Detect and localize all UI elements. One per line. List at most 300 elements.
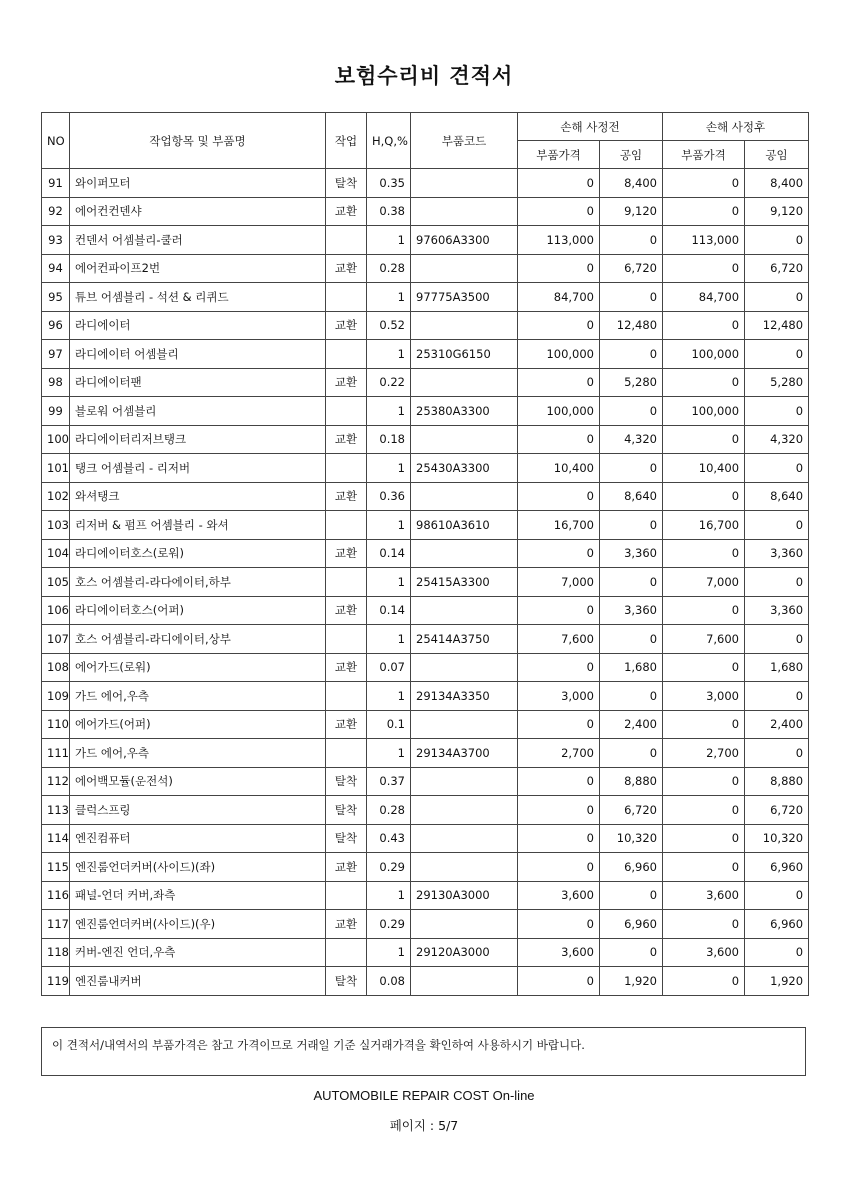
row-after-part-price: 10,400	[663, 454, 745, 483]
row-work-type	[326, 625, 367, 654]
row-part-code: 29134A3700	[411, 739, 518, 768]
table-row	[42, 596, 809, 625]
table-body	[42, 169, 809, 996]
row-part-code	[411, 197, 518, 226]
row-work-type: 교환	[326, 910, 367, 939]
table-row	[42, 739, 809, 768]
row-before-labor: 6,960	[600, 853, 663, 882]
row-no: 112	[42, 767, 70, 796]
row-work-type: 교환	[326, 425, 367, 454]
row-item-name: 탱크 어셈블리 - 리저버	[70, 454, 326, 483]
row-before-labor: 6,720	[600, 254, 663, 283]
row-item-name: 와셔탱크	[70, 482, 326, 511]
row-item-name: 엔진룸언더커버(사이드)(좌)	[70, 853, 326, 882]
row-before-labor: 1,680	[600, 653, 663, 682]
row-hq: 0.28	[367, 254, 411, 283]
row-before-labor: 0	[600, 340, 663, 369]
header-hq: H,Q,%	[367, 113, 411, 169]
row-no: 117	[42, 910, 70, 939]
row-before-labor: 0	[600, 625, 663, 654]
row-no: 102	[42, 482, 70, 511]
row-after-part-price: 0	[663, 596, 745, 625]
row-work-type	[326, 397, 367, 426]
table-row	[42, 197, 809, 226]
row-item-name: 라디에이터 어셈블리	[70, 340, 326, 369]
row-after-part-price: 0	[663, 368, 745, 397]
row-work-type	[326, 938, 367, 967]
row-before-labor: 2,400	[600, 710, 663, 739]
row-after-labor: 8,880	[745, 767, 809, 796]
row-before-part-price: 10,400	[518, 454, 600, 483]
row-after-part-price: 84,700	[663, 283, 745, 312]
row-hq: 0.08	[367, 967, 411, 996]
row-hq: 1	[367, 938, 411, 967]
row-item-name: 라디에이터호스(로워)	[70, 539, 326, 568]
table-row	[42, 482, 809, 511]
row-item-name: 에어컨파이프2번	[70, 254, 326, 283]
row-before-part-price: 3,600	[518, 881, 600, 910]
row-work-type: 탈착	[326, 767, 367, 796]
row-part-code	[411, 311, 518, 340]
row-before-part-price: 84,700	[518, 283, 600, 312]
row-hq: 1	[367, 625, 411, 654]
row-before-labor: 0	[600, 511, 663, 540]
table-row	[42, 539, 809, 568]
header-code: 부품코드	[411, 113, 518, 169]
row-hq: 0.1	[367, 710, 411, 739]
row-before-part-price: 100,000	[518, 397, 600, 426]
row-before-part-price: 0	[518, 197, 600, 226]
row-hq: 0.28	[367, 796, 411, 825]
row-no: 101	[42, 454, 70, 483]
row-before-part-price: 7,000	[518, 568, 600, 597]
row-hq: 0.36	[367, 482, 411, 511]
row-part-code: 29130A3000	[411, 881, 518, 910]
row-after-part-price: 3,600	[663, 938, 745, 967]
row-hq: 0.37	[367, 767, 411, 796]
row-item-name: 호스 어셈블리-라다에이터,하부	[70, 568, 326, 597]
table-row	[42, 853, 809, 882]
row-before-labor: 0	[600, 938, 663, 967]
header-after-part-price: 부품가격	[663, 141, 745, 169]
table-row	[42, 710, 809, 739]
row-before-labor: 3,360	[600, 539, 663, 568]
row-part-code	[411, 539, 518, 568]
row-before-labor: 6,960	[600, 910, 663, 939]
row-hq: 0.14	[367, 539, 411, 568]
row-work-type: 교환	[326, 853, 367, 882]
row-no: 99	[42, 397, 70, 426]
row-before-labor: 0	[600, 739, 663, 768]
row-no: 91	[42, 169, 70, 198]
row-after-labor: 0	[745, 739, 809, 768]
row-after-part-price: 0	[663, 853, 745, 882]
row-after-labor: 1,680	[745, 653, 809, 682]
row-before-labor: 12,480	[600, 311, 663, 340]
table-row	[42, 653, 809, 682]
row-part-code: 97606A3300	[411, 226, 518, 255]
row-before-part-price: 0	[518, 824, 600, 853]
row-no: 115	[42, 853, 70, 882]
row-item-name: 에어백모듈(운전석)	[70, 767, 326, 796]
table-row	[42, 397, 809, 426]
row-no: 94	[42, 254, 70, 283]
row-after-part-price: 0	[663, 254, 745, 283]
row-part-code: 98610A3610	[411, 511, 518, 540]
row-after-part-price: 100,000	[663, 397, 745, 426]
row-after-labor: 0	[745, 454, 809, 483]
row-no: 103	[42, 511, 70, 540]
row-hq: 1	[367, 226, 411, 255]
row-before-part-price: 0	[518, 710, 600, 739]
row-after-labor: 6,720	[745, 796, 809, 825]
row-before-labor: 5,280	[600, 368, 663, 397]
row-after-labor: 9,120	[745, 197, 809, 226]
row-after-part-price: 0	[663, 710, 745, 739]
row-hq: 1	[367, 397, 411, 426]
header-work: 작업	[326, 113, 367, 169]
row-part-code: 25415A3300	[411, 568, 518, 597]
table-row	[42, 910, 809, 939]
row-item-name: 가드 에어,우측	[70, 682, 326, 711]
row-work-type: 교환	[326, 311, 367, 340]
row-part-code	[411, 853, 518, 882]
row-hq: 0.14	[367, 596, 411, 625]
row-work-type: 교환	[326, 653, 367, 682]
row-item-name: 에어가드(로워)	[70, 653, 326, 682]
row-item-name: 에어가드(어퍼)	[70, 710, 326, 739]
row-before-part-price: 0	[518, 169, 600, 198]
row-before-labor: 0	[600, 454, 663, 483]
row-part-code: 25380A3300	[411, 397, 518, 426]
row-before-labor: 0	[600, 397, 663, 426]
table-row	[42, 169, 809, 198]
row-no: 110	[42, 710, 70, 739]
row-item-name: 와이퍼모터	[70, 169, 326, 198]
header-item: 작업항목 및 부품명	[70, 113, 326, 169]
row-item-name: 라디에이터	[70, 311, 326, 340]
header-before-labor: 공임	[600, 141, 663, 169]
row-after-part-price: 100,000	[663, 340, 745, 369]
table-row	[42, 254, 809, 283]
row-hq: 1	[367, 568, 411, 597]
row-no: 98	[42, 368, 70, 397]
row-before-part-price: 113,000	[518, 226, 600, 255]
row-after-labor: 0	[745, 625, 809, 654]
row-before-labor: 1,920	[600, 967, 663, 996]
row-work-type: 교환	[326, 368, 367, 397]
estimate-table	[41, 112, 809, 996]
row-after-part-price: 0	[663, 910, 745, 939]
row-hq: 1	[367, 682, 411, 711]
row-after-labor: 4,320	[745, 425, 809, 454]
row-hq: 0.35	[367, 169, 411, 198]
row-no: 116	[42, 881, 70, 910]
header-before: 손해 사정전	[518, 113, 663, 141]
table-row	[42, 767, 809, 796]
row-before-part-price: 2,700	[518, 739, 600, 768]
row-before-part-price: 0	[518, 853, 600, 882]
row-item-name: 엔진컴퓨터	[70, 824, 326, 853]
row-part-code: 29120A3000	[411, 938, 518, 967]
row-after-labor: 8,400	[745, 169, 809, 198]
row-after-part-price: 16,700	[663, 511, 745, 540]
row-before-part-price: 0	[518, 596, 600, 625]
row-before-part-price: 0	[518, 425, 600, 454]
table-row	[42, 682, 809, 711]
row-after-labor: 12,480	[745, 311, 809, 340]
row-part-code	[411, 653, 518, 682]
row-work-type: 탈착	[326, 796, 367, 825]
row-hq: 1	[367, 511, 411, 540]
header-after-labor: 공임	[745, 141, 809, 169]
row-item-name: 엔진룸내커버	[70, 967, 326, 996]
row-before-part-price: 0	[518, 368, 600, 397]
row-no: 114	[42, 824, 70, 853]
row-before-labor: 8,640	[600, 482, 663, 511]
row-after-part-price: 0	[663, 653, 745, 682]
row-before-labor: 0	[600, 283, 663, 312]
row-work-type: 교환	[326, 197, 367, 226]
row-item-name: 에어컨컨덴샤	[70, 197, 326, 226]
table-row	[42, 511, 809, 540]
row-hq: 0.07	[367, 653, 411, 682]
row-no: 96	[42, 311, 70, 340]
row-hq: 0.38	[367, 197, 411, 226]
row-after-labor: 0	[745, 226, 809, 255]
row-item-name: 호스 어셈블리-라디에이터,상부	[70, 625, 326, 654]
row-before-part-price: 16,700	[518, 511, 600, 540]
row-before-part-price: 7,600	[518, 625, 600, 654]
row-no: 97	[42, 340, 70, 369]
row-hq: 0.43	[367, 824, 411, 853]
row-no: 93	[42, 226, 70, 255]
row-before-labor: 6,720	[600, 796, 663, 825]
row-before-labor: 8,400	[600, 169, 663, 198]
row-part-code	[411, 824, 518, 853]
table-row	[42, 967, 809, 996]
row-work-type: 탈착	[326, 967, 367, 996]
row-item-name: 라디에이터호스(어퍼)	[70, 596, 326, 625]
row-after-labor: 2,400	[745, 710, 809, 739]
row-hq: 0.22	[367, 368, 411, 397]
row-part-code: 29134A3350	[411, 682, 518, 711]
row-after-part-price: 0	[663, 169, 745, 198]
row-work-type	[326, 511, 367, 540]
row-before-part-price: 0	[518, 910, 600, 939]
row-no: 95	[42, 283, 70, 312]
row-work-type: 교환	[326, 539, 367, 568]
row-hq: 1	[367, 739, 411, 768]
table-row	[42, 568, 809, 597]
row-after-labor: 0	[745, 881, 809, 910]
row-after-part-price: 3,000	[663, 682, 745, 711]
row-work-type	[326, 283, 367, 312]
row-item-name: 클럭스프링	[70, 796, 326, 825]
row-part-code	[411, 910, 518, 939]
row-part-code	[411, 967, 518, 996]
table-row	[42, 425, 809, 454]
row-part-code	[411, 767, 518, 796]
row-after-part-price: 0	[663, 425, 745, 454]
row-before-part-price: 0	[518, 767, 600, 796]
row-after-part-price: 2,700	[663, 739, 745, 768]
row-part-code	[411, 710, 518, 739]
row-before-labor: 0	[600, 881, 663, 910]
row-no: 111	[42, 739, 70, 768]
row-after-part-price: 7,000	[663, 568, 745, 597]
row-item-name: 패널-언더 커버,좌측	[70, 881, 326, 910]
document-title: 보험수리비 견적서	[334, 64, 514, 88]
row-work-type	[326, 340, 367, 369]
table-row	[42, 340, 809, 369]
table-row	[42, 283, 809, 312]
row-part-code	[411, 368, 518, 397]
row-before-part-price: 0	[518, 311, 600, 340]
row-part-code	[411, 596, 518, 625]
row-item-name: 리저버 & 펌프 어셈블리 - 와셔	[70, 511, 326, 540]
row-before-labor: 4,320	[600, 425, 663, 454]
table-row	[42, 796, 809, 825]
row-after-part-price: 0	[663, 824, 745, 853]
row-before-labor: 0	[600, 226, 663, 255]
row-part-code	[411, 796, 518, 825]
row-before-labor: 3,360	[600, 596, 663, 625]
row-part-code: 25414A3750	[411, 625, 518, 654]
row-hq: 1	[367, 283, 411, 312]
row-work-type	[326, 881, 367, 910]
row-part-code: 25310G6150	[411, 340, 518, 369]
row-after-labor: 6,720	[745, 254, 809, 283]
row-before-part-price: 3,600	[518, 938, 600, 967]
row-before-part-price: 0	[518, 796, 600, 825]
row-before-labor: 9,120	[600, 197, 663, 226]
row-item-name: 컨덴서 어셈블리-쿨러	[70, 226, 326, 255]
row-after-labor: 0	[745, 283, 809, 312]
row-hq: 0.52	[367, 311, 411, 340]
row-hq: 1	[367, 454, 411, 483]
row-after-labor: 0	[745, 511, 809, 540]
row-before-labor: 0	[600, 568, 663, 597]
row-after-part-price: 0	[663, 539, 745, 568]
row-hq: 0.18	[367, 425, 411, 454]
table-row	[42, 938, 809, 967]
table-row	[42, 368, 809, 397]
row-after-labor: 8,640	[745, 482, 809, 511]
row-work-type: 탈착	[326, 169, 367, 198]
row-after-labor: 0	[745, 682, 809, 711]
header-before-part-price: 부품가격	[518, 141, 600, 169]
row-after-labor: 10,320	[745, 824, 809, 853]
row-hq: 0.29	[367, 910, 411, 939]
row-hq: 1	[367, 881, 411, 910]
row-after-part-price: 3,600	[663, 881, 745, 910]
row-part-code	[411, 169, 518, 198]
row-before-part-price: 0	[518, 539, 600, 568]
row-no: 109	[42, 682, 70, 711]
row-no: 119	[42, 967, 70, 996]
row-after-part-price: 0	[663, 967, 745, 996]
row-after-part-price: 7,600	[663, 625, 745, 654]
row-no: 106	[42, 596, 70, 625]
row-part-code: 97775A3500	[411, 283, 518, 312]
row-work-type	[326, 568, 367, 597]
page-number: 페이지 : 5/7	[389, 1118, 459, 1133]
row-hq: 1	[367, 340, 411, 369]
row-after-labor: 0	[745, 340, 809, 369]
row-item-name: 엔진룸언더커버(사이드)(우)	[70, 910, 326, 939]
row-no: 113	[42, 796, 70, 825]
row-after-part-price: 0	[663, 796, 745, 825]
row-after-labor: 1,920	[745, 967, 809, 996]
row-part-code	[411, 254, 518, 283]
row-work-type	[326, 226, 367, 255]
row-after-part-price: 0	[663, 197, 745, 226]
row-after-part-price: 0	[663, 311, 745, 340]
row-work-type	[326, 454, 367, 483]
row-part-code	[411, 425, 518, 454]
table-row	[42, 311, 809, 340]
row-part-code: 25430A3300	[411, 454, 518, 483]
row-work-type: 교환	[326, 596, 367, 625]
footer-brand: AUTOMOBILE REPAIR COST On-line	[313, 1088, 535, 1103]
row-after-part-price: 0	[663, 482, 745, 511]
row-after-labor: 0	[745, 568, 809, 597]
table-header	[42, 113, 809, 169]
row-no: 100	[42, 425, 70, 454]
row-work-type: 교환	[326, 254, 367, 283]
price-notice-text: 이 견적서/내역서의 부품가격은 참고 가격이므로 거래일 기준 실거래가격을 확인하여 사용하시기 바랍니다.	[52, 1038, 585, 1052]
table-row	[42, 881, 809, 910]
row-before-part-price: 3,000	[518, 682, 600, 711]
row-no: 107	[42, 625, 70, 654]
row-after-labor: 0	[745, 938, 809, 967]
table-row	[42, 625, 809, 654]
row-after-labor: 0	[745, 397, 809, 426]
row-before-labor: 0	[600, 682, 663, 711]
row-after-part-price: 113,000	[663, 226, 745, 255]
row-work-type: 탈착	[326, 824, 367, 853]
row-before-labor: 10,320	[600, 824, 663, 853]
row-before-part-price: 0	[518, 967, 600, 996]
table-row	[42, 226, 809, 255]
table-row	[42, 824, 809, 853]
header-after: 손해 사정후	[663, 113, 809, 141]
table-row	[42, 454, 809, 483]
row-item-name: 라디에이터팬	[70, 368, 326, 397]
row-after-part-price: 0	[663, 767, 745, 796]
row-item-name: 커버-엔진 언더,우측	[70, 938, 326, 967]
row-hq: 0.29	[367, 853, 411, 882]
row-work-type	[326, 739, 367, 768]
row-part-code	[411, 482, 518, 511]
row-after-labor: 6,960	[745, 853, 809, 882]
row-work-type: 교환	[326, 710, 367, 739]
row-no: 108	[42, 653, 70, 682]
row-item-name: 가드 에어,우측	[70, 739, 326, 768]
row-before-part-price: 100,000	[518, 340, 600, 369]
row-before-labor: 8,880	[600, 767, 663, 796]
row-after-labor: 3,360	[745, 539, 809, 568]
row-before-part-price: 0	[518, 653, 600, 682]
row-before-part-price: 0	[518, 482, 600, 511]
price-notice-box	[41, 1027, 806, 1076]
row-work-type	[326, 682, 367, 711]
row-after-labor: 3,360	[745, 596, 809, 625]
row-no: 92	[42, 197, 70, 226]
row-no: 118	[42, 938, 70, 967]
row-no: 104	[42, 539, 70, 568]
